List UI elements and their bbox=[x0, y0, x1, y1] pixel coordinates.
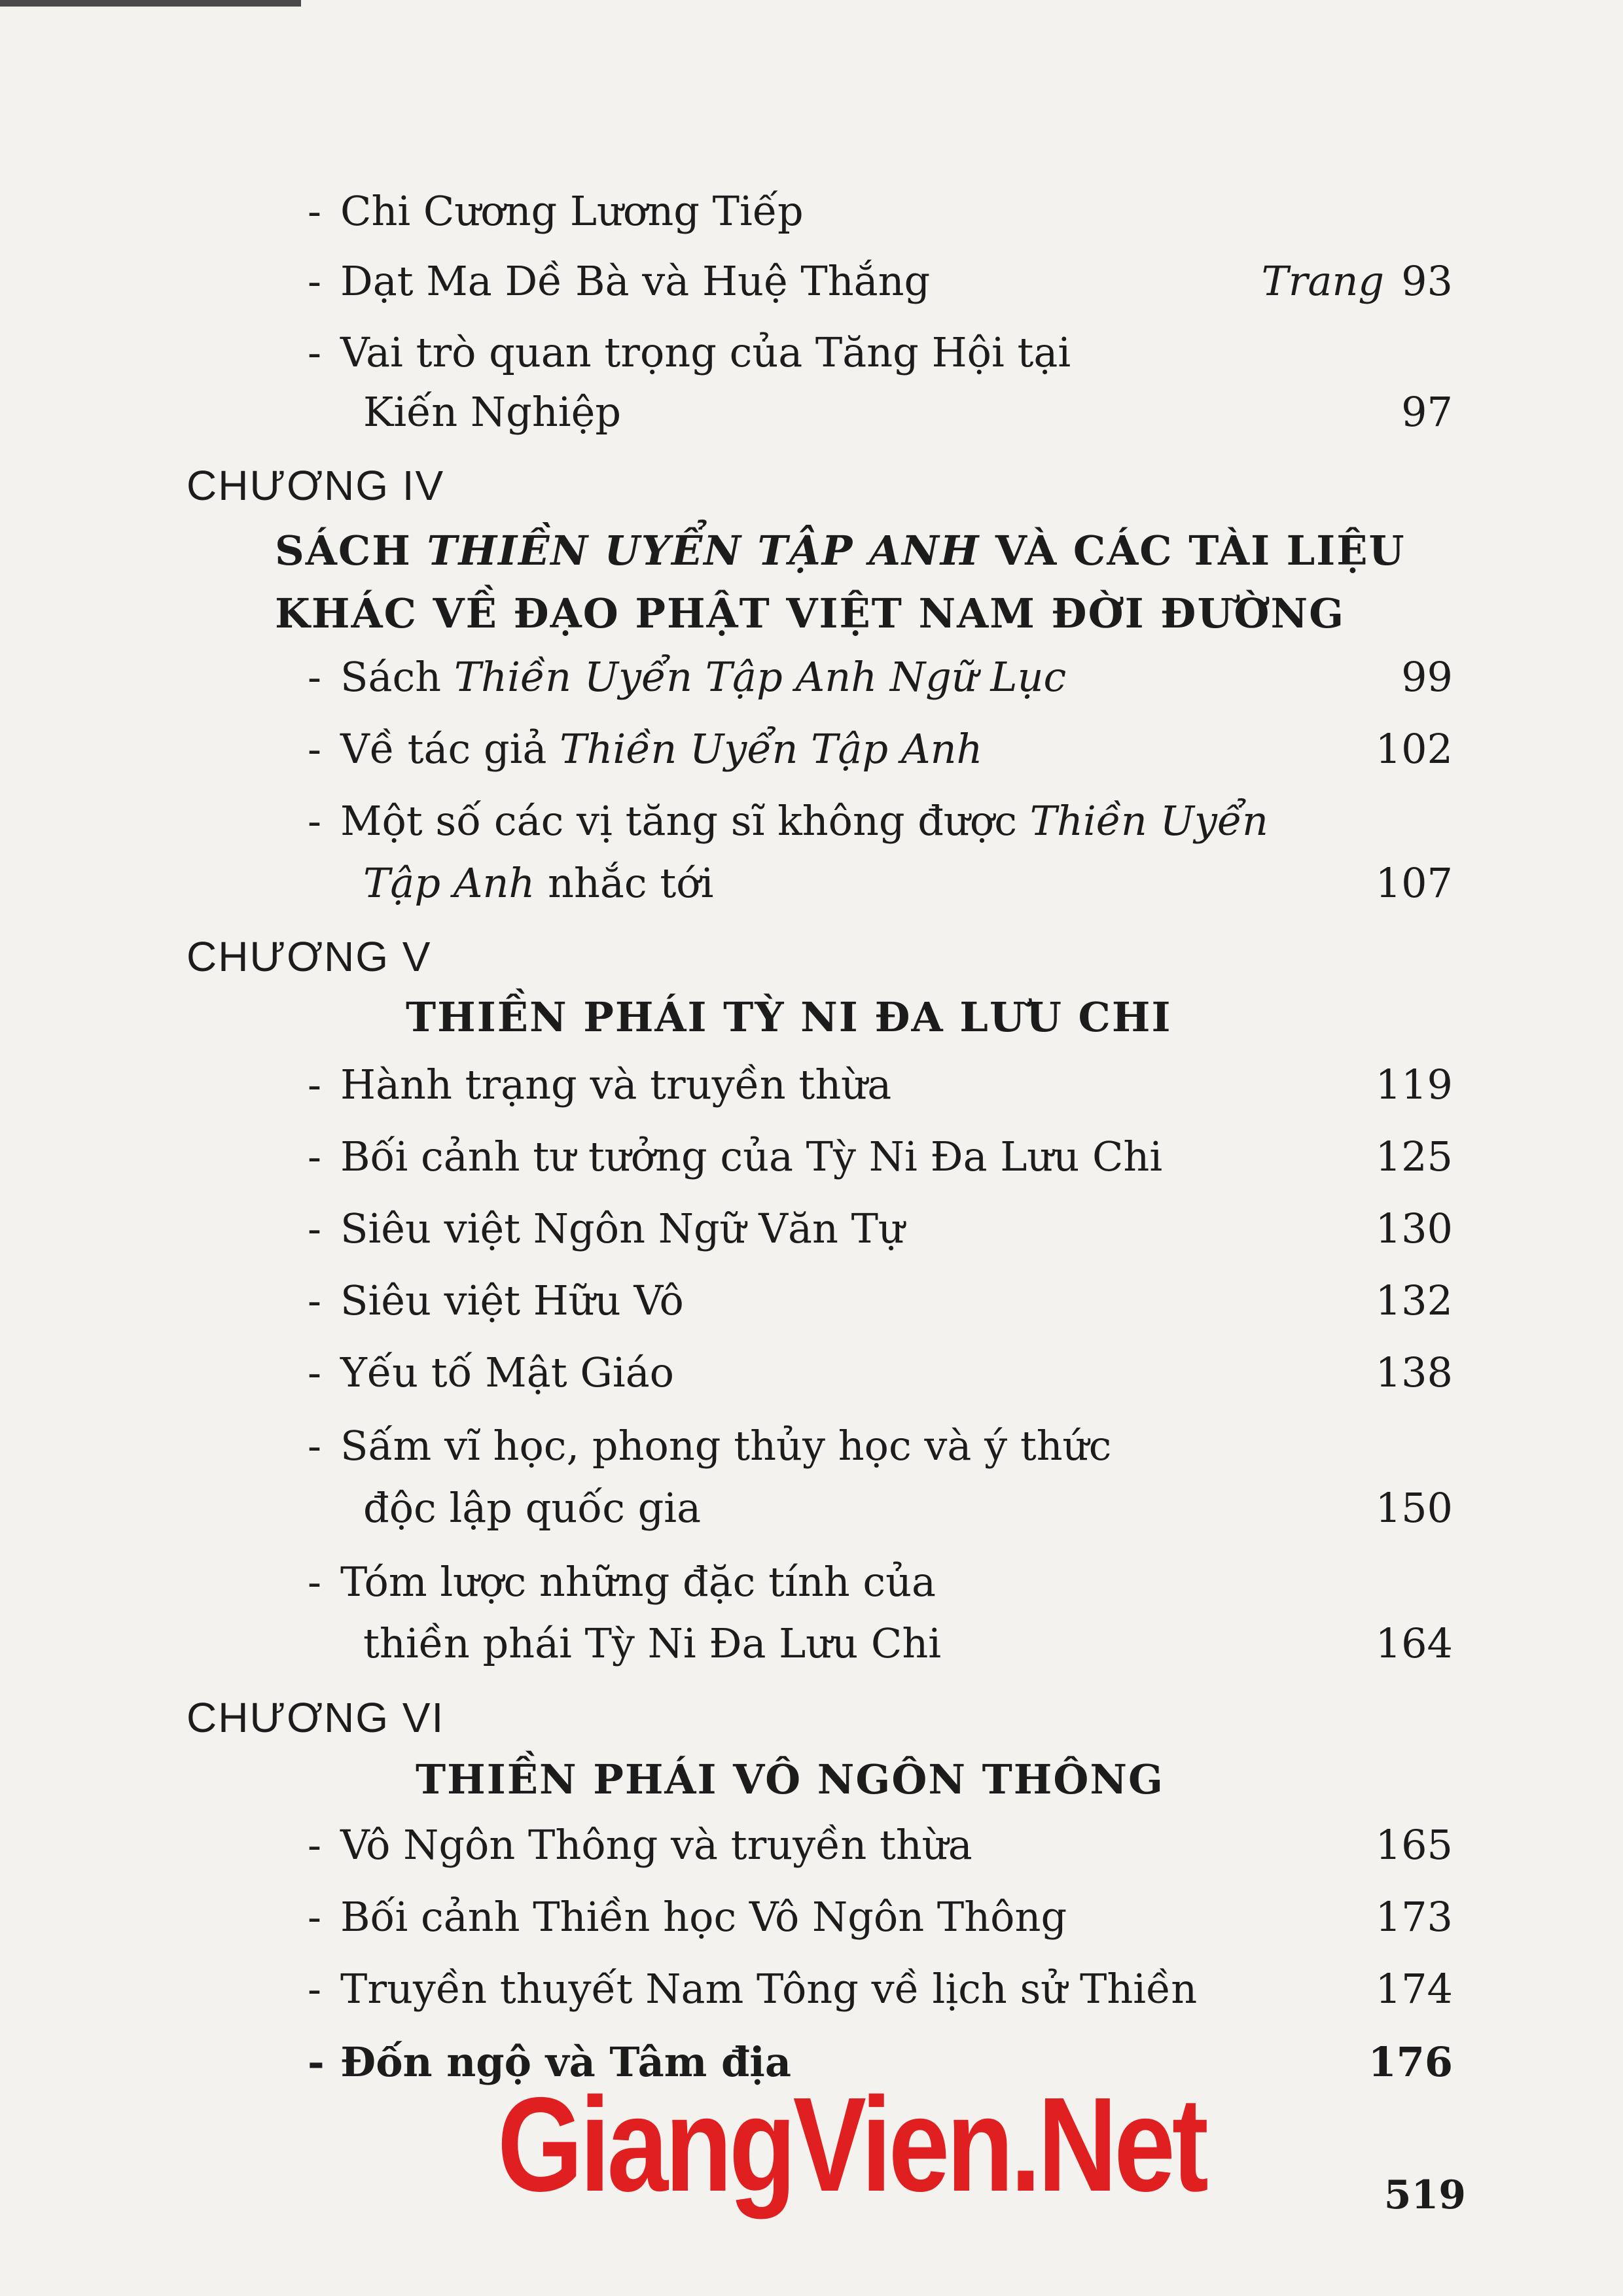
toc-page-number: 99 bbox=[1401, 653, 1453, 701]
page-edge bbox=[0, 0, 301, 7]
chapter-title: THIỀN PHÁI TỲ NI ĐA LƯU CHI bbox=[406, 993, 1172, 1041]
chapter-label: CHƯƠNG V bbox=[187, 933, 432, 980]
toc-entry: - Bối cảnh Thiền học Vô Ngôn Thông 173 bbox=[308, 1891, 1453, 1943]
toc-entry-text: Dạt Ma Dề Bà và Huệ Thắng bbox=[340, 257, 931, 305]
toc-entry-continuation: Tập Anh nhắc tới 107 bbox=[363, 857, 1453, 910]
toc-entry: - Dạt Ma Dề Bà và Huệ Thắng Trang 93 bbox=[308, 255, 1453, 308]
toc-entry: - Đốn ngộ và Tâm địa 176 bbox=[308, 2036, 1453, 2089]
toc-page-number: 97 bbox=[1401, 388, 1453, 436]
toc-entry: - Siêu việt Hữu Vô 132 bbox=[308, 1275, 1453, 1327]
toc-entry-continuation: Kiến Nghiệp 97 bbox=[363, 386, 1453, 438]
toc-page-number: Trang 93 bbox=[1261, 257, 1453, 305]
toc-entry-text: Vai trò quan trọng của Tăng Hội tại bbox=[340, 328, 1071, 376]
toc-entry: - Vai trò quan trọng của Tăng Hội tại bbox=[308, 328, 1071, 376]
toc-page-number: 125 bbox=[1375, 1133, 1453, 1180]
chapter-title: KHÁC VỀ ĐẠO PHẬT VIỆT NAM ĐỜI ĐƯỜNG bbox=[275, 590, 1346, 637]
toc-entry-text: Chi Cương Lương Tiếp bbox=[340, 187, 804, 235]
chapter-title: SÁCH THIỀN UYỂN TẬP ANH VÀ CÁC TÀI LIỆU bbox=[275, 527, 1406, 574]
toc-page-number: 174 bbox=[1375, 1965, 1453, 2013]
chapter-label: CHƯƠNG IV bbox=[187, 462, 445, 509]
toc-entry: - Truyền thuyết Nam Tông về lịch sử Thiền 174 bbox=[308, 1963, 1453, 2015]
toc-page-number: 107 bbox=[1375, 859, 1453, 907]
toc-entry: - Tóm lược những đặc tính của bbox=[308, 1558, 936, 1606]
toc-entry: - Chi Cương Lương Tiếp bbox=[308, 187, 804, 235]
toc-page-number: 173 bbox=[1375, 1893, 1453, 1941]
toc-entry: - Sấm vĩ học, phong thủy học và ý thức bbox=[308, 1422, 1112, 1470]
toc-entry: - Siêu việt Ngôn Ngữ Văn Tự 130 bbox=[308, 1203, 1453, 1255]
toc-entry: - Về tác giả Thiền Uyển Tập Anh 102 bbox=[308, 723, 1453, 775]
chapter-label: CHƯƠNG VI bbox=[187, 1694, 445, 1741]
toc-entry: - Yếu tố Mật Giáo 138 bbox=[308, 1347, 1453, 1399]
toc-entry-continuation: thiền phái Tỳ Ni Đa Lưu Chi 164 bbox=[363, 1617, 1453, 1670]
chapter-title: THIỀN PHÁI VÔ NGÔN THÔNG bbox=[416, 1756, 1164, 1803]
toc-entry: - Sách Thiền Uyển Tập Anh Ngữ Lục 99 bbox=[308, 651, 1453, 703]
toc-entry: - Bối cảnh tư tưởng của Tỳ Ni Đa Lưu Chi 125 bbox=[308, 1131, 1453, 1183]
toc-page-number: 102 bbox=[1375, 725, 1453, 773]
folio-page-number: 519 bbox=[1383, 2172, 1466, 2218]
toc-page-number: 132 bbox=[1375, 1277, 1453, 1324]
toc-entry: - Vô Ngôn Thông và truyền thừa 165 bbox=[308, 1819, 1453, 1871]
toc-page-number: 165 bbox=[1375, 1821, 1453, 1869]
toc-page-number: 176 bbox=[1368, 2038, 1453, 2086]
toc-entry-continuation: độc lập quốc gia 150 bbox=[363, 1482, 1453, 1534]
toc-page-number: 150 bbox=[1375, 1484, 1453, 1532]
watermark: GiangVien.Net bbox=[497, 2070, 1205, 2219]
toc-page-number: 138 bbox=[1375, 1349, 1453, 1396]
toc-page-number: 164 bbox=[1375, 1619, 1453, 1667]
toc-entry: - Hành trạng và truyền thừa 119 bbox=[308, 1059, 1453, 1111]
toc-page-number: 130 bbox=[1375, 1205, 1453, 1252]
toc-entry: - Một số các vị tăng sĩ không được Thiền Uyển bbox=[308, 797, 1268, 845]
toc-page-number: 119 bbox=[1375, 1061, 1453, 1108]
